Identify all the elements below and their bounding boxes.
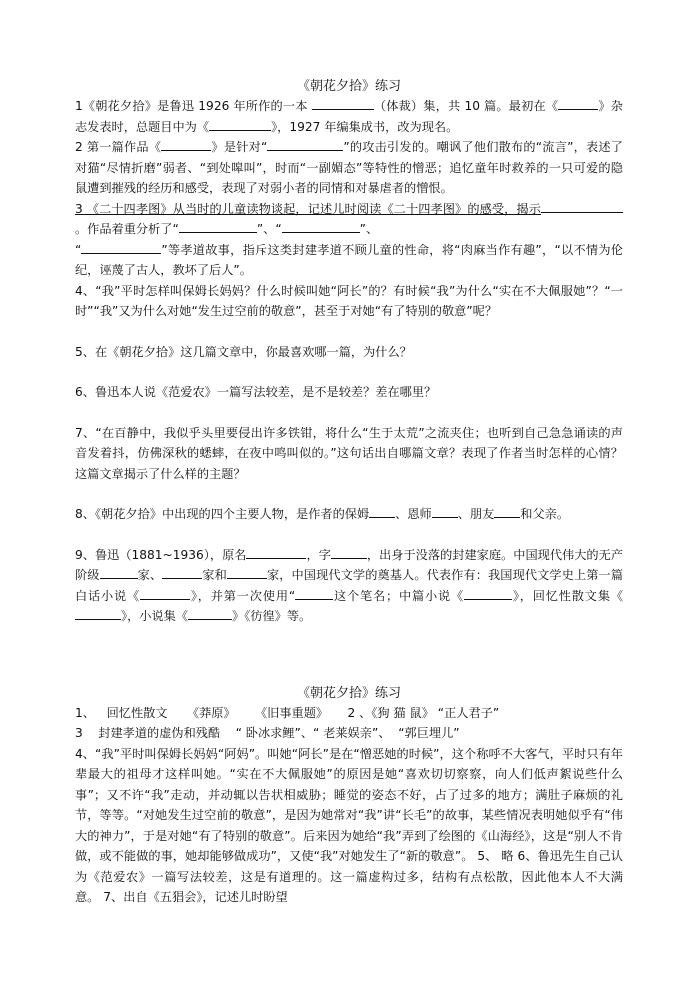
- q8-text-a: 8、《朝花夕拾》中出现的四个主要人物，是作者的保姆: [75, 507, 370, 521]
- q9-blank-zi[interactable]: [331, 545, 367, 559]
- q1-blank-title[interactable]: [209, 117, 271, 131]
- q9-blank-name[interactable]: [246, 545, 306, 559]
- answer-3: 3 封建孝道的虚伪和残酷 “ 卧冰求鲤”、“ 老莱娱亲”、 “郭巨埋儿”: [75, 726, 460, 740]
- q8-text-c: 、朋友: [457, 507, 495, 521]
- question-4: 4、“我”平时怎样叫保姆长妈妈？什么时候叫她“阿长”的？有时候“我”为什么“实在不大佩服她”？“一时”“我”又为什么对她“发生过空前的敬意”，甚至于对她“有了特别的敬意”呢？: [75, 283, 623, 318]
- q3-text-a: 3 《二十四孝图》从当时的儿童读物谈起，记述儿时阅读《二十四孝图》的感受，揭示: [75, 201, 541, 216]
- q9-blank-collection[interactable]: [188, 606, 232, 620]
- q9-text-e: 家和: [202, 568, 227, 582]
- q1-blank-magazine[interactable]: [558, 96, 598, 110]
- q9-blank-role-3[interactable]: [227, 565, 267, 579]
- answers-title: 《朝花夕拾》练习: [296, 685, 401, 701]
- q9-text-k: 》《彷徨》等。: [232, 609, 312, 623]
- q8-blank-teacher[interactable]: [432, 504, 458, 518]
- q9-text-c: ，出身于没落的封建家庭。中国现代伟大的无产阶级: [75, 547, 624, 582]
- q3-text-c: ”、“: [256, 222, 282, 236]
- q3-blank-story-1[interactable]: [179, 219, 257, 233]
- q3-text-e: “: [75, 242, 82, 257]
- q9-blank-novel[interactable]: [140, 586, 190, 600]
- q8-text-b: 、恩师: [395, 507, 432, 521]
- q1-text-b: （体裁）集，共 10 篇。最初在《: [373, 99, 559, 113]
- q9-text-d: 家、: [137, 568, 163, 582]
- question-3: [75, 199, 623, 281]
- q1-text-c: 》杂志发表时，总题目中为《: [75, 99, 623, 134]
- q9-text-b: ，字: [306, 547, 331, 562]
- q3-blank-theme[interactable]: [541, 199, 623, 213]
- q9-text-i: 》，回忆性散文集《: [512, 588, 624, 603]
- q8-text-d: 和父亲。: [520, 507, 570, 521]
- q3-text-b: 。作品着重分析了“: [75, 222, 179, 236]
- q2-text-a: 2 第一篇作品《: [75, 140, 162, 154]
- answer-1-2: 1、 回忆性散文 《莽原》 《旧事重题》 2 、《狗 猫 鼠》 “正人君子”: [75, 705, 500, 720]
- question-9: [75, 545, 623, 627]
- q2-text-b: 》是针对“: [211, 140, 268, 154]
- question-6: 6、鲁迅本人说《范爱农》一篇写法较差，是不是较差？差在哪里？: [75, 385, 437, 399]
- q9-text-h: 这个笔名；中篇小说《: [333, 588, 465, 603]
- q9-blank-essays[interactable]: [75, 606, 121, 620]
- q9-blank-penname[interactable]: [295, 586, 333, 600]
- q3-text-f: ”等孝道故事，指斥这类封建孝道不顾儿童的性命，将“肉麻当作有趣”，“以不情为伦纪，诬蔑了古人，教坏了后人”。: [75, 242, 623, 277]
- q9-text-g: 》，并第一次使用“: [190, 588, 296, 603]
- q9-text-f: 家，中国现代文学的奠基人。代表作有：我国现代文学史上第一篇白话小说《: [75, 568, 624, 603]
- q1-text-a: 1《朝花夕拾》是鲁迅 1926 年所作的一本: [75, 99, 312, 113]
- q8-blank-friend[interactable]: [494, 504, 520, 518]
- answer-4-7: 4、“我”平时叫保姆长妈妈“阿妈”。叫她“阿长”是在“憎恶她的时候”，这个称呼不大客气，平时只有年辈最大的祖母才这样叫她。“实在不大佩服她”的原因是她“喜欢切切察察，向人们低声絮说些什么事”；又不许“我”走动，并动辄以告状相威胁；睡觉的姿态不好，占了过多的地方；满肚子麻烦的礼节，等等。“对她发生过空前的敬意”，是因为她常对“我”讲“长毛”的故事，某些情况表明她似乎有“伟大的神力”，于是对她“有了特别的敬意”。后来因为她给“我”弄到了绘图的《山海经》，这是“别人不肯做，或不能做的事，她却能够做成功”，又使“我”对她发生了“新的敬意”。 5、 略 6、鲁迅先生自己认为《范爱农》一篇写法较差，这是有道理的。这一篇虚构过多，结构有点松散，因此他本人不大满意。 7、出自《五猖会》，记述儿时盼望: [75, 746, 623, 904]
- q3-blank-story-3[interactable]: [81, 240, 161, 254]
- q9-blank-role-2[interactable]: [162, 565, 202, 579]
- q1-text-d: 》，1927 年编集成书，改为现名。: [271, 119, 459, 134]
- question-5: 5、在《朝花夕拾》这几篇文章中，你最喜欢哪一篇，为什么？: [75, 344, 412, 359]
- q2-blank-work[interactable]: [161, 137, 211, 151]
- q3-text-d: ”、: [359, 222, 379, 236]
- worksheet-page: [75, 78, 623, 908]
- q9-text-j: 》，小说集《: [121, 609, 189, 623]
- question-8: [75, 504, 623, 525]
- q3-blank-story-2[interactable]: [282, 219, 360, 233]
- worksheet-title: 《朝花夕拾》练习: [296, 79, 401, 94]
- q9-blank-role-1[interactable]: [100, 565, 138, 579]
- q2-text-c: ”的攻击引发的。嘲讽了他们散布的“流言”，表述了对猫“尽情折磨”弱者、“到处嗥叫”，时而“一副媚态”等特性的憎恶；追忆童年时救养的一只可爱的隐鼠遭到摧残的经历和感受，表现了对弱小者的同情和对暴虐者的憎恨。: [75, 140, 623, 195]
- question-7: 7、“在百静中，我似乎头里要侵出许多铁钳，将什么“生于太荒”之流夹住；也听到自己急急诵读的声音发着抖，仿佛深秋的蟋蟀，在夜中鸣叫似的。”这句话出自哪篇文章？表现了作者当时怎样的心情？这篇文章揭示了什么样的主题？: [75, 425, 623, 481]
- q9-text-a: 9、鲁迅（1881~1936），原名: [75, 547, 247, 562]
- question-2: [75, 137, 623, 199]
- q9-blank-novella[interactable]: [464, 586, 512, 600]
- question-1: [75, 96, 623, 137]
- q1-blank-genre[interactable]: [312, 96, 374, 110]
- q2-blank-target[interactable]: [267, 137, 343, 151]
- q8-blank-nanny[interactable]: [369, 504, 395, 518]
